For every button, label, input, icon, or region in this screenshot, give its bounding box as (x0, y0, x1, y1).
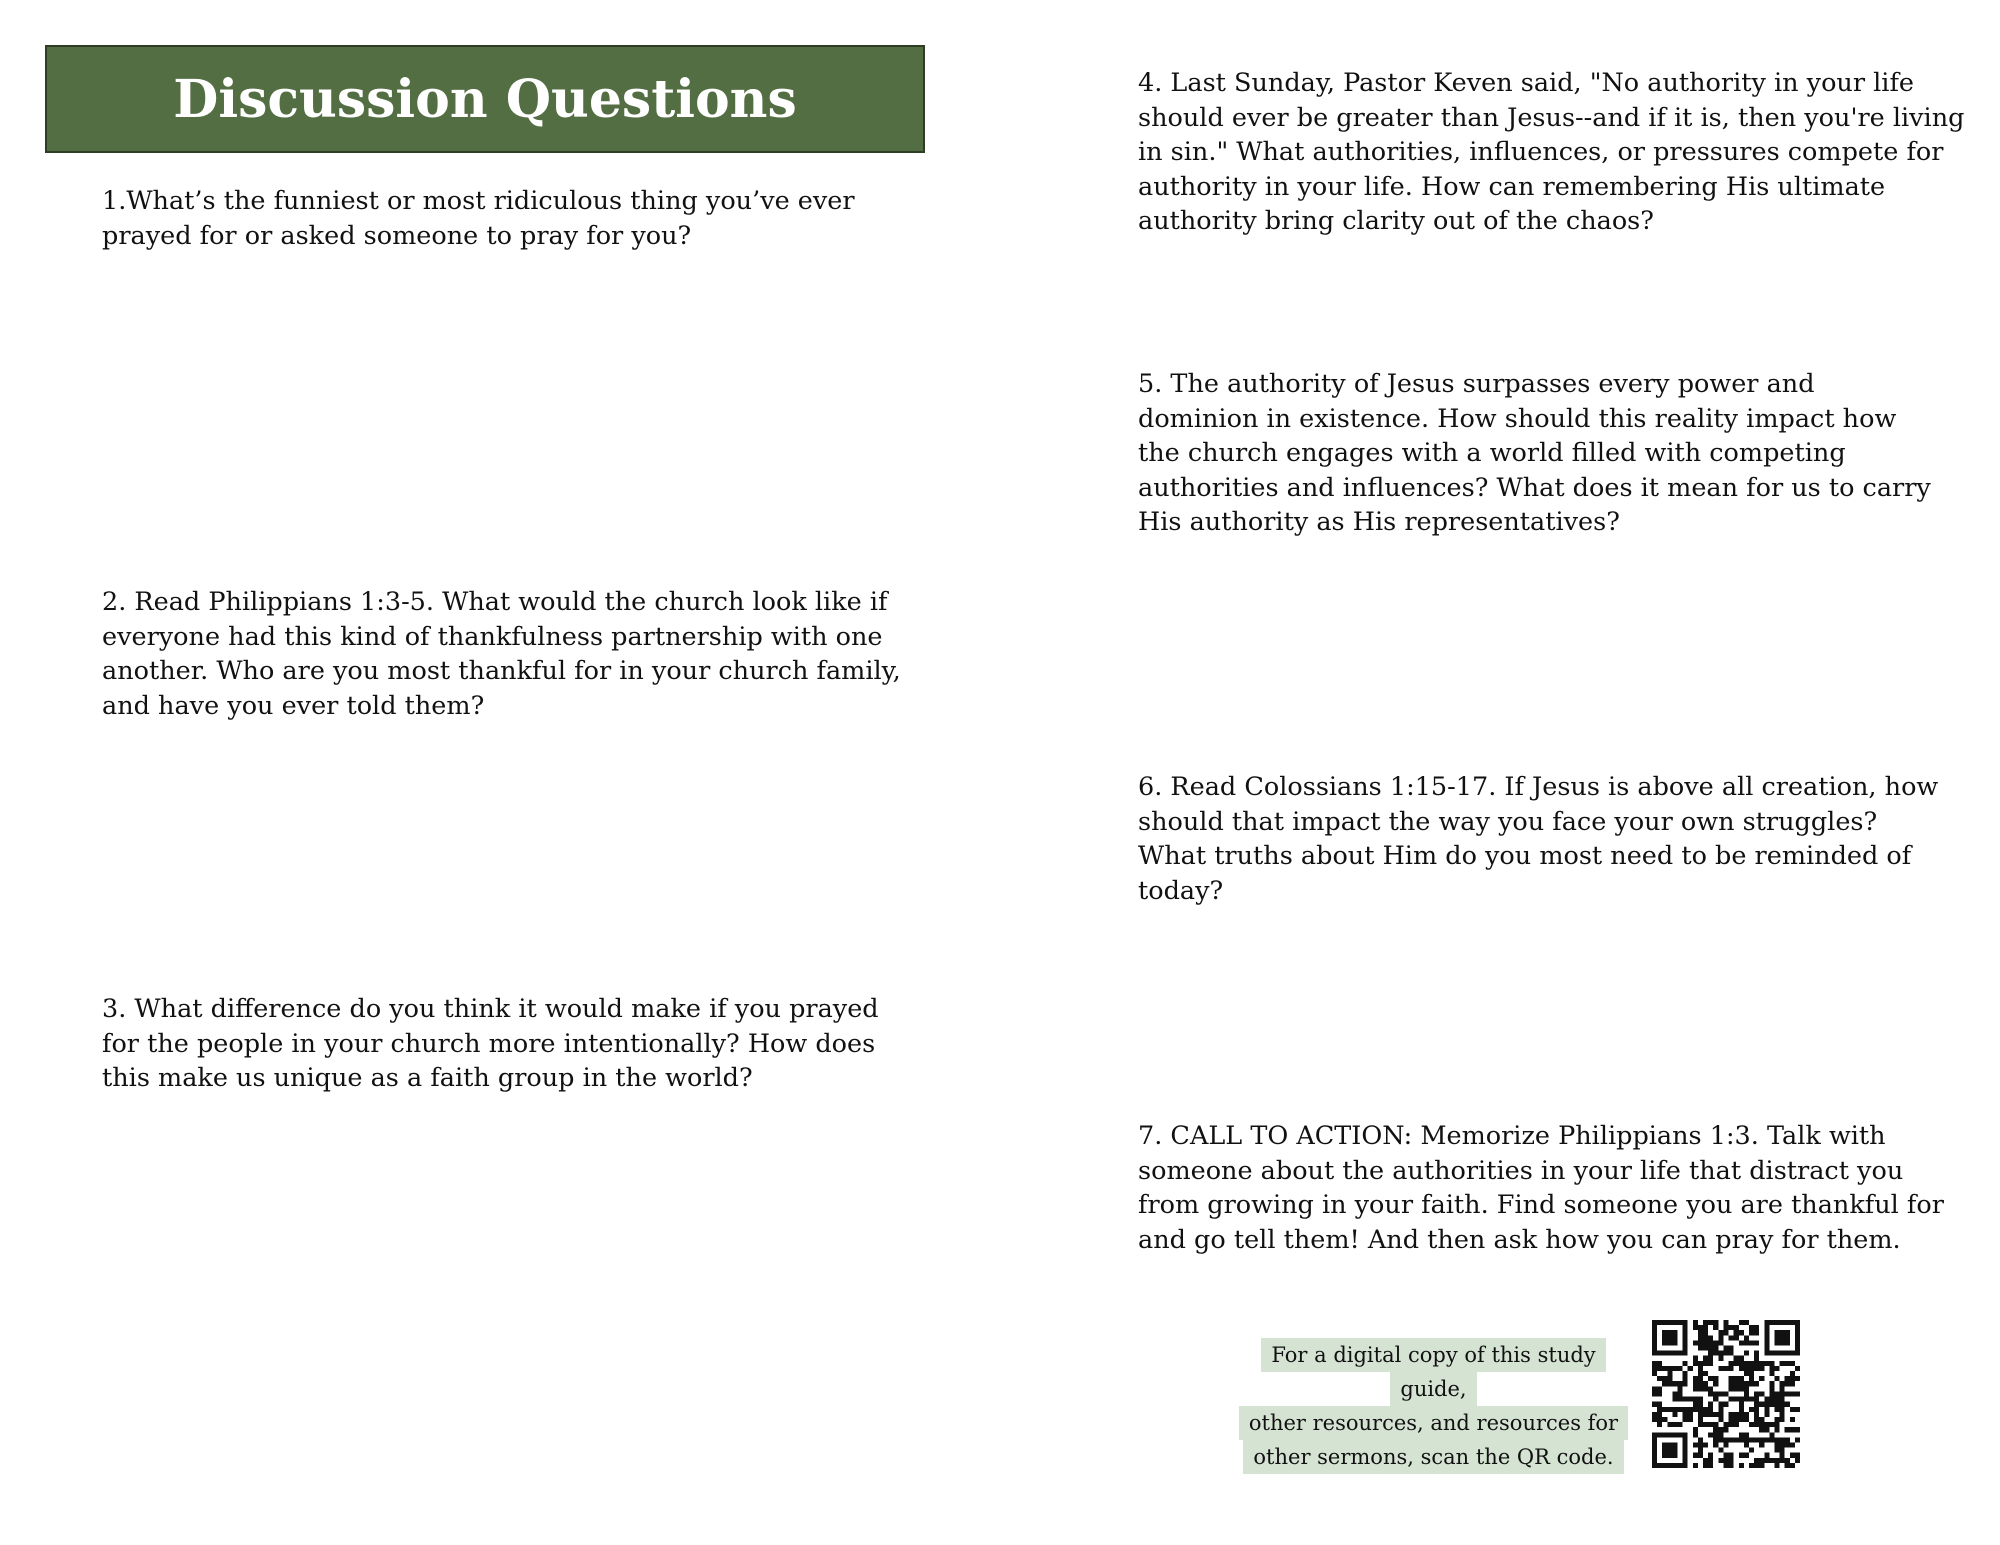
question-1: 1.What’s the funniest or most ridiculous thing you’ve ever prayed for or asked someone to pray for you? (102, 186, 855, 251)
title-banner (45, 45, 925, 153)
qr-note-text: For a digital copy of this study guide, other resources, and resources for other sermons, scan the QR code. (1239, 1338, 1628, 1474)
question-5: 5. The authority of Jesus surpasses every power and dominion in existence. How should this reality impact how the church engages with a world filled with competing authorities and influences? What does it mean for us to carry His authority as His representatives? (1138, 369, 1931, 537)
question-3: 3. What difference do you think it would make if you prayed for the people in your church more intentionally? How does this make us unique as a faith group in the world? (102, 994, 879, 1093)
page-title: Discussion Questions (173, 68, 797, 130)
question-7-call-to-action: 7. CALL TO ACTION: Memorize Philippians 1:3. Talk with someone about the authorities in your life that distract you from growing in your faith. Find someone you are thankful for and go tell them! And then ask how you can pray for them. (1138, 1121, 1944, 1255)
qr-code-icon[interactable] (1652, 1320, 1800, 1468)
question-2: 2. Read Philippians 1:3-5. What would the church look like if everyone had this kind of thankfulness partnership with one another. Who are you most thankful for in your church family, and have you ever told them? (102, 587, 901, 721)
question-6: 6. Read Colossians 1:15-17. If Jesus is above all creation, how should that impact the way you face your own struggles? What truths about Him do you most need to be reminded of today? (1138, 772, 1939, 906)
question-4: 4. Last Sunday, Pastor Keven said, "No authority in your life should ever be greater than Jesus--and if it is, then you're living in sin." What authorities, influences, or pressures compete for authority in your life. How can remembering His ultimate authority bring clarity out of the chaos? (1138, 68, 1965, 236)
qr-note (1232, 1338, 1635, 1474)
